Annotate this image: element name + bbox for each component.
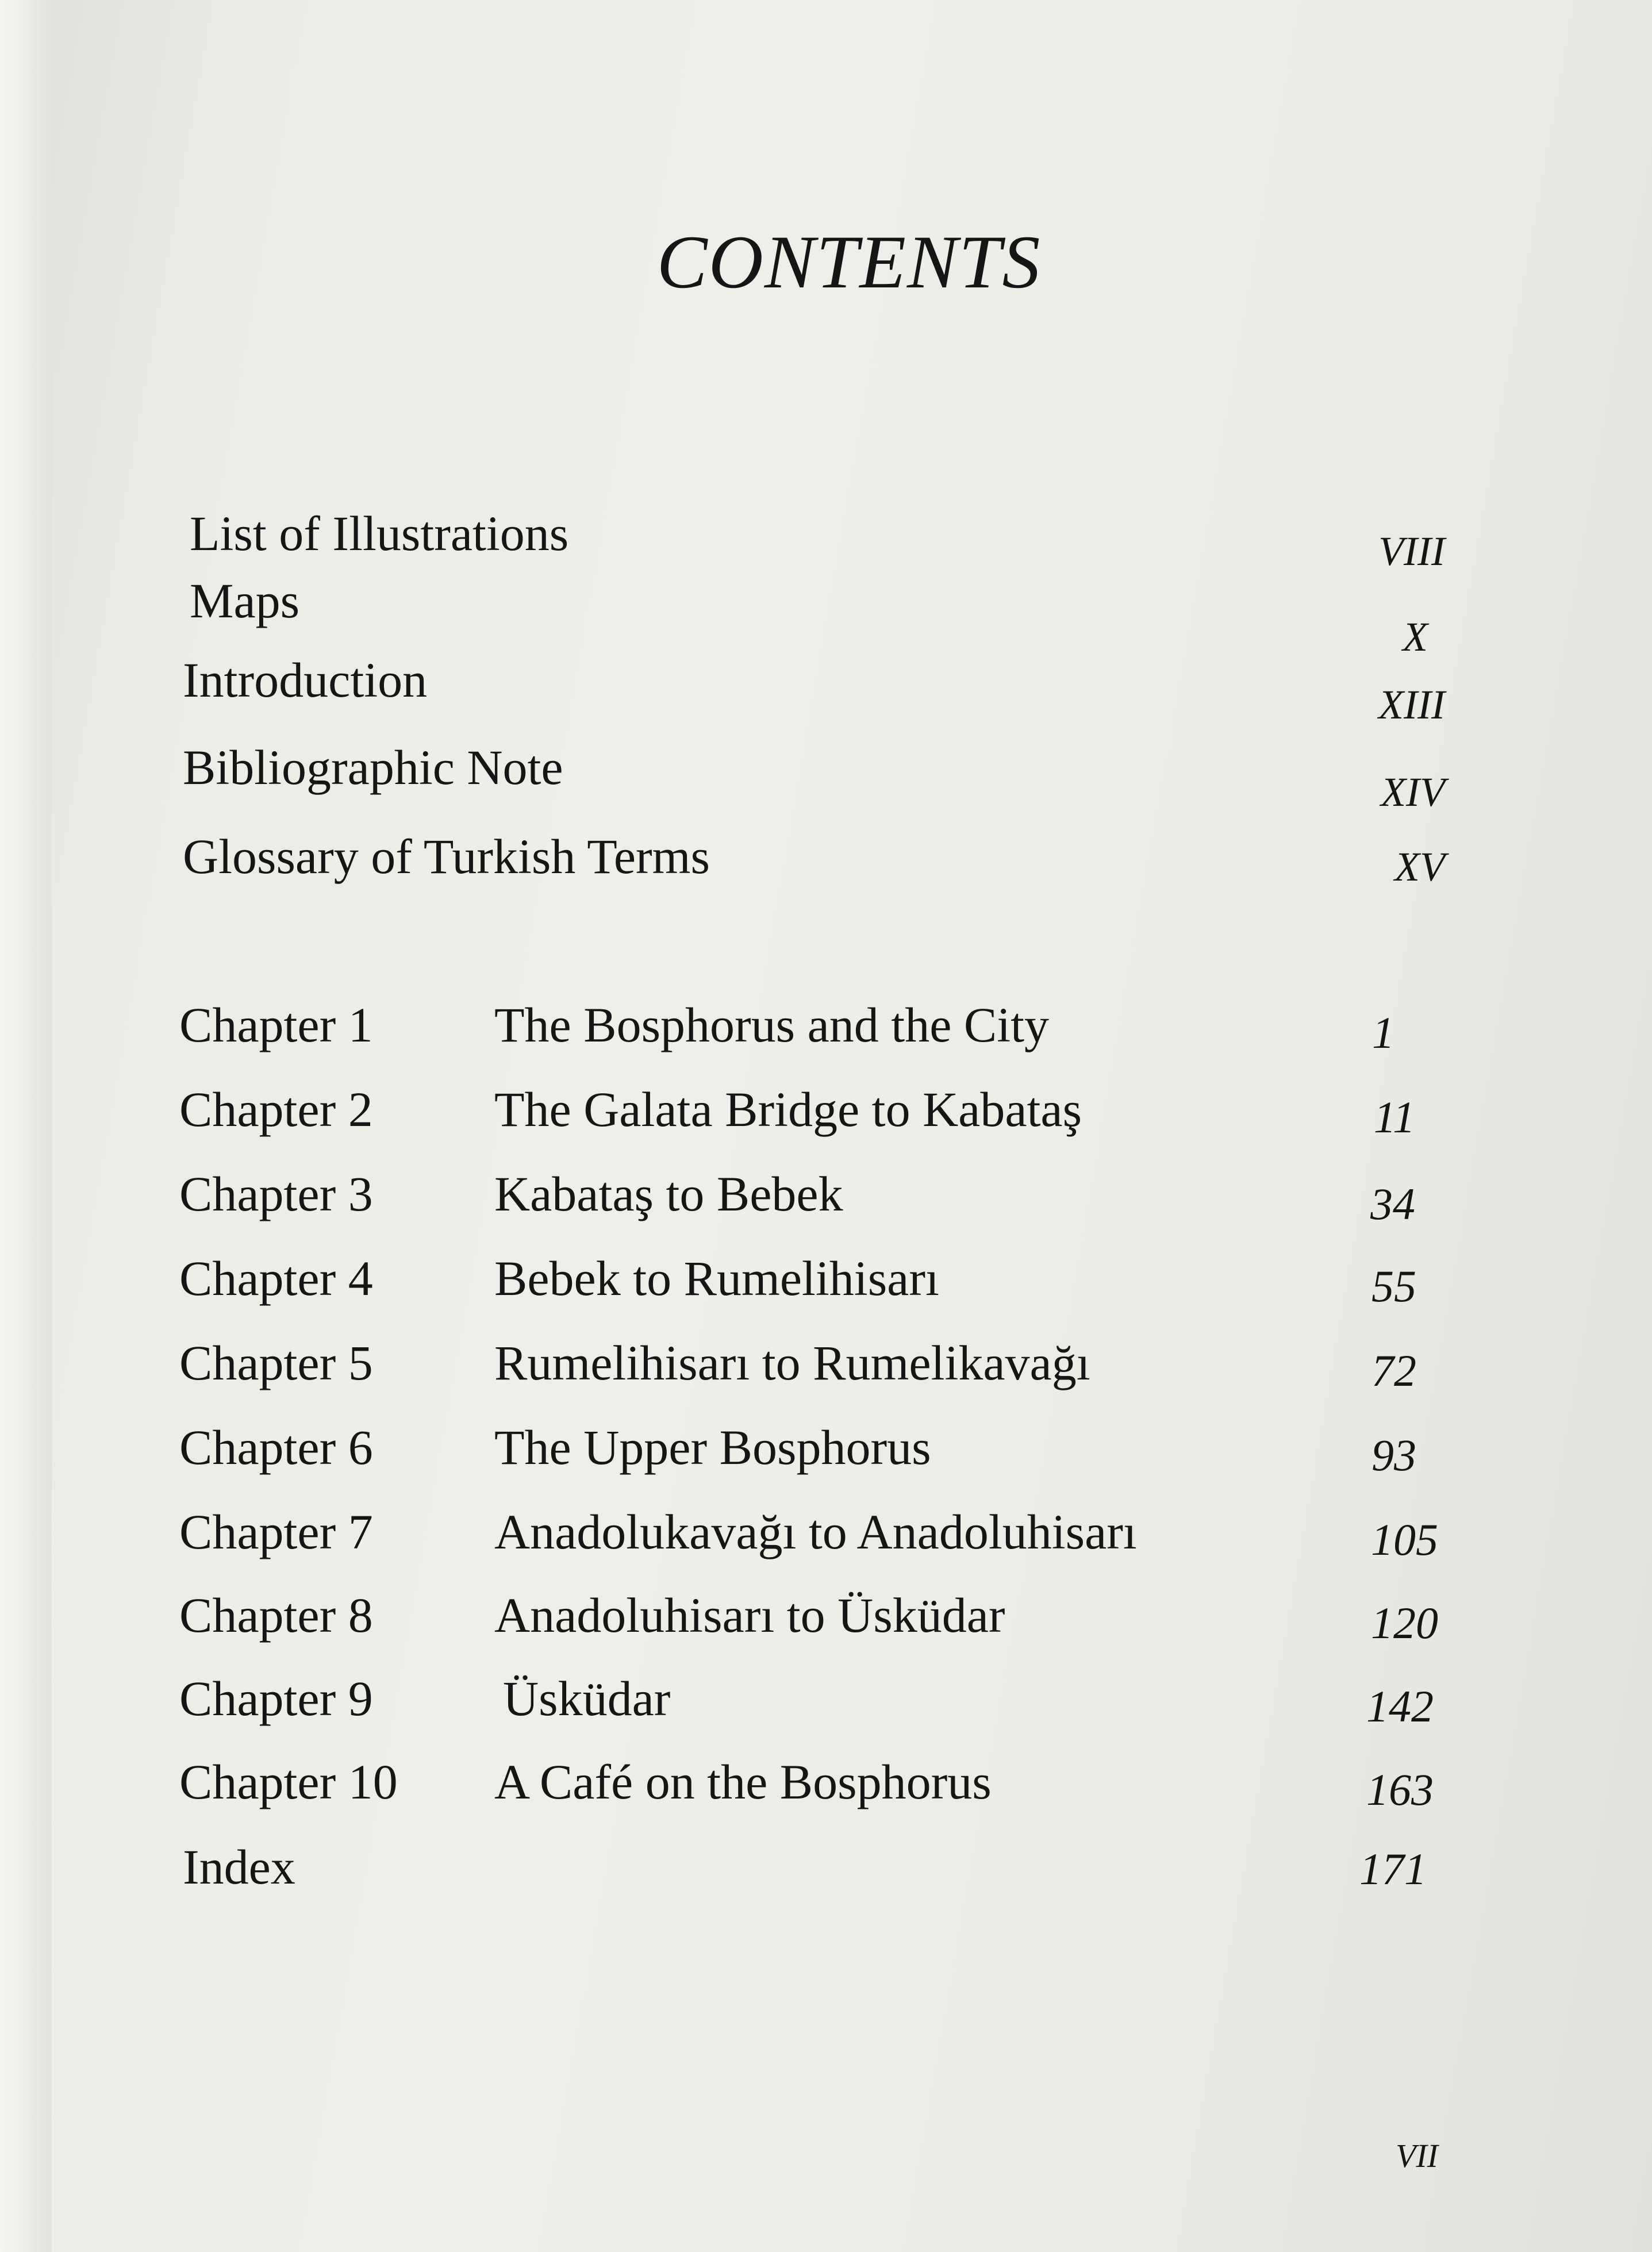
toc-entry-chapter-4	[0, 1251, 1652, 1323]
toc-entry-page: X	[1403, 614, 1428, 660]
toc-entry-chapter-2	[0, 1082, 1652, 1154]
chapter-number: Chapter 3	[179, 1166, 373, 1221]
toc-entry-page: 171	[1359, 1844, 1427, 1894]
chapter-number: Chapter 1	[179, 997, 373, 1052]
chapter-page: 34	[1370, 1179, 1415, 1229]
toc-entry-chapter-5	[0, 1335, 1652, 1407]
toc-entry-chapter-8	[0, 1590, 1652, 1659]
chapter-page: 105	[1371, 1515, 1438, 1565]
chapter-number: Chapter 6	[179, 1420, 373, 1475]
toc-entry-label: Bibliographic Note	[183, 740, 563, 795]
chapter-number: Chapter 5	[179, 1335, 373, 1390]
chapter-number: Chapter 2	[179, 1082, 373, 1137]
chapter-page: 120	[1371, 1598, 1438, 1648]
chapter-title: Kabataş to Bebek	[494, 1166, 843, 1221]
toc-entry-maps	[0, 573, 1652, 660]
chapter-title: The Bosphorus and the City	[494, 997, 1050, 1052]
toc-entry-label: Glossary of Turkish Terms	[183, 829, 710, 884]
chapter-page: 142	[1366, 1681, 1434, 1731]
toc-entry-chapter-1	[0, 997, 1652, 1069]
chapter-page: 1	[1372, 1008, 1394, 1058]
chapter-page: 11	[1373, 1092, 1415, 1142]
chapter-page: 72	[1371, 1346, 1416, 1396]
contents-heading: CONTENTS	[656, 220, 1042, 304]
toc-entry-chapter-6	[0, 1420, 1652, 1492]
chapter-number: Chapter 10	[179, 1754, 398, 1809]
toc-entry-page: XV	[1394, 844, 1445, 890]
toc-entry-page: VIII	[1378, 528, 1445, 574]
toc-entry-chapter-9	[0, 1671, 1652, 1743]
toc-entry-label: Maps	[190, 573, 300, 628]
toc-entry-label: List of Illustrations	[190, 506, 569, 561]
chapter-page: 163	[1366, 1765, 1434, 1815]
toc-entry-introduction	[0, 652, 1652, 728]
chapter-title: Üsküdar	[503, 1671, 671, 1726]
toc-entry-glossary	[0, 829, 1652, 901]
chapter-title: The Upper Bosphorus	[494, 1420, 931, 1475]
toc-entry-chapter-7	[0, 1504, 1652, 1576]
chapter-title: Anadolukavağı to Anadoluhisarı	[494, 1504, 1137, 1559]
toc-entry-chapter-3	[0, 1166, 1652, 1238]
page-folio: VII	[1395, 2137, 1438, 2174]
toc-entry-bibliographic-note	[0, 740, 1652, 815]
toc-entry-label: Introduction	[183, 652, 428, 708]
toc-entry-index	[0, 1839, 1652, 1911]
chapter-number: Chapter 8	[179, 1588, 373, 1643]
chapter-number: Chapter 9	[179, 1671, 373, 1726]
chapter-page: 55	[1371, 1261, 1416, 1311]
chapter-number: Chapter 7	[179, 1504, 373, 1559]
chapter-title: Rumelihisarı to Rumelikavağı	[494, 1335, 1090, 1390]
chapter-title: A Café on the Bosphorus	[494, 1754, 992, 1809]
chapter-title: Bebek to Rumelihisarı	[494, 1251, 939, 1306]
chapter-title: The Galata Bridge to Kabataş	[494, 1082, 1082, 1137]
chapter-title: Anadoluhisarı to Üsküdar	[494, 1588, 1005, 1643]
toc-entry-page: XIV	[1381, 769, 1445, 815]
chapter-page: 93	[1371, 1430, 1416, 1480]
toc-entry-chapter-10	[0, 1754, 1652, 1826]
toc-entry-page: XIII	[1378, 682, 1445, 728]
toc-entry-list-of-illustrations	[0, 506, 1652, 578]
chapter-number: Chapter 4	[179, 1251, 373, 1306]
toc-entry-label: Index	[183, 1839, 295, 1894]
